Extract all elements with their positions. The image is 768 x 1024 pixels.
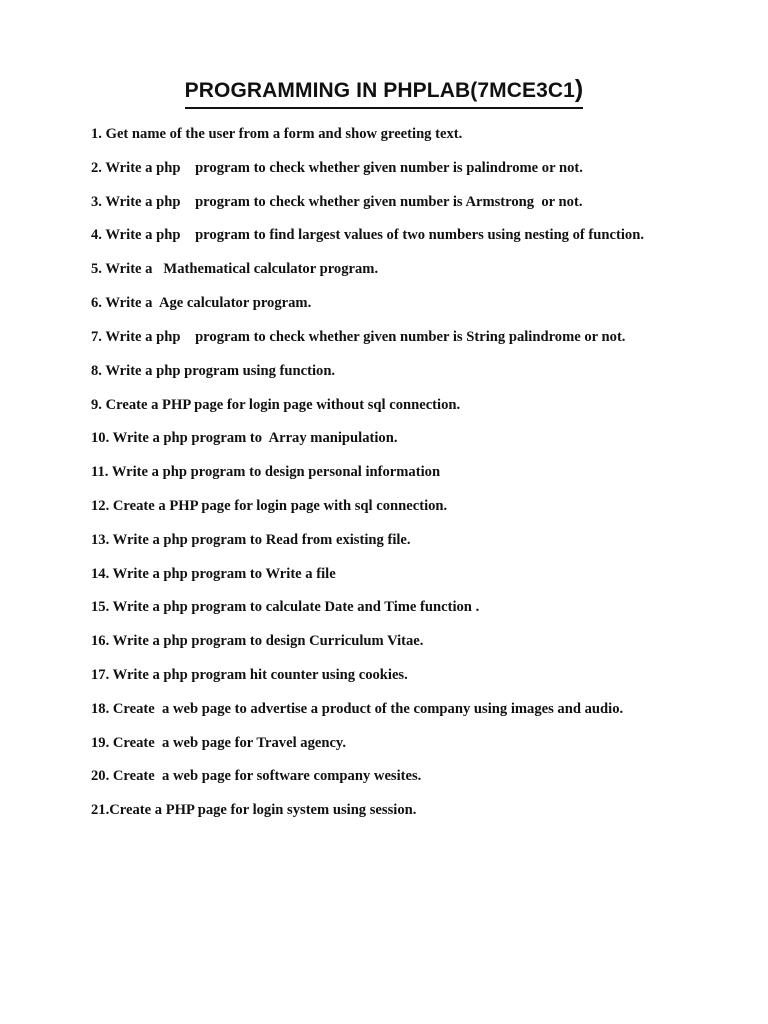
page-title-text <box>185 74 584 109</box>
list-item: 8. Write a php program using function. <box>91 362 336 379</box>
list-item: 10. Write a php program to Array manipulation. <box>91 430 398 447</box>
list-item: 20. Create a web page for software company wesites. <box>91 768 422 785</box>
list-item: 7. Write a php program to check whether given number is String palindrome or not. <box>91 328 626 345</box>
list-item: 15. Write a php program to calculate Date and Time function . <box>91 599 480 616</box>
list-item: 5. Write a Mathematical calculator program. <box>91 261 379 278</box>
list-item: 16. Write a php program to design Curriculum Vitae. <box>91 633 424 650</box>
page-title <box>0 74 768 109</box>
list-item: 3. Write a php program to check whether given number is Armstrong or not. <box>91 193 583 210</box>
list-item: 17. Write a php program hit counter using cookies. <box>91 666 408 683</box>
list-item: 14. Write a php program to Write a file <box>91 565 336 582</box>
page-title-close-paren: ) <box>574 75 584 103</box>
list-item: 12. Create a PHP page for login page with sql connection. <box>91 497 448 514</box>
list-item: 13. Write a php program to Read from existing file. <box>91 531 411 548</box>
list-item: 6. Write a Age calculator program. <box>91 295 312 312</box>
page-title-main: PROGRAMMING IN PHPLAB(7MCE3C1 <box>184 79 575 102</box>
list-item: 21.Create a PHP page for login system using session. <box>91 802 417 819</box>
program-list <box>91 124 711 834</box>
list-item: 2. Write a php program to check whether given number is palindrome or not. <box>91 159 583 176</box>
list-item: 9. Create a PHP page for login page without sql connection. <box>91 396 461 413</box>
list-item: 11. Write a php program to design personal information <box>91 464 441 481</box>
list-item: 4. Write a php program to find largest values of two numbers using nesting of function. <box>91 227 644 244</box>
list-item: 1. Get name of the user from a form and show greeting text. <box>91 126 463 142</box>
list-item: 19. Create a web page for Travel agency. <box>91 734 347 751</box>
list-item: 18. Create a web page to advertise a product of the company using images and audio. <box>91 700 624 717</box>
